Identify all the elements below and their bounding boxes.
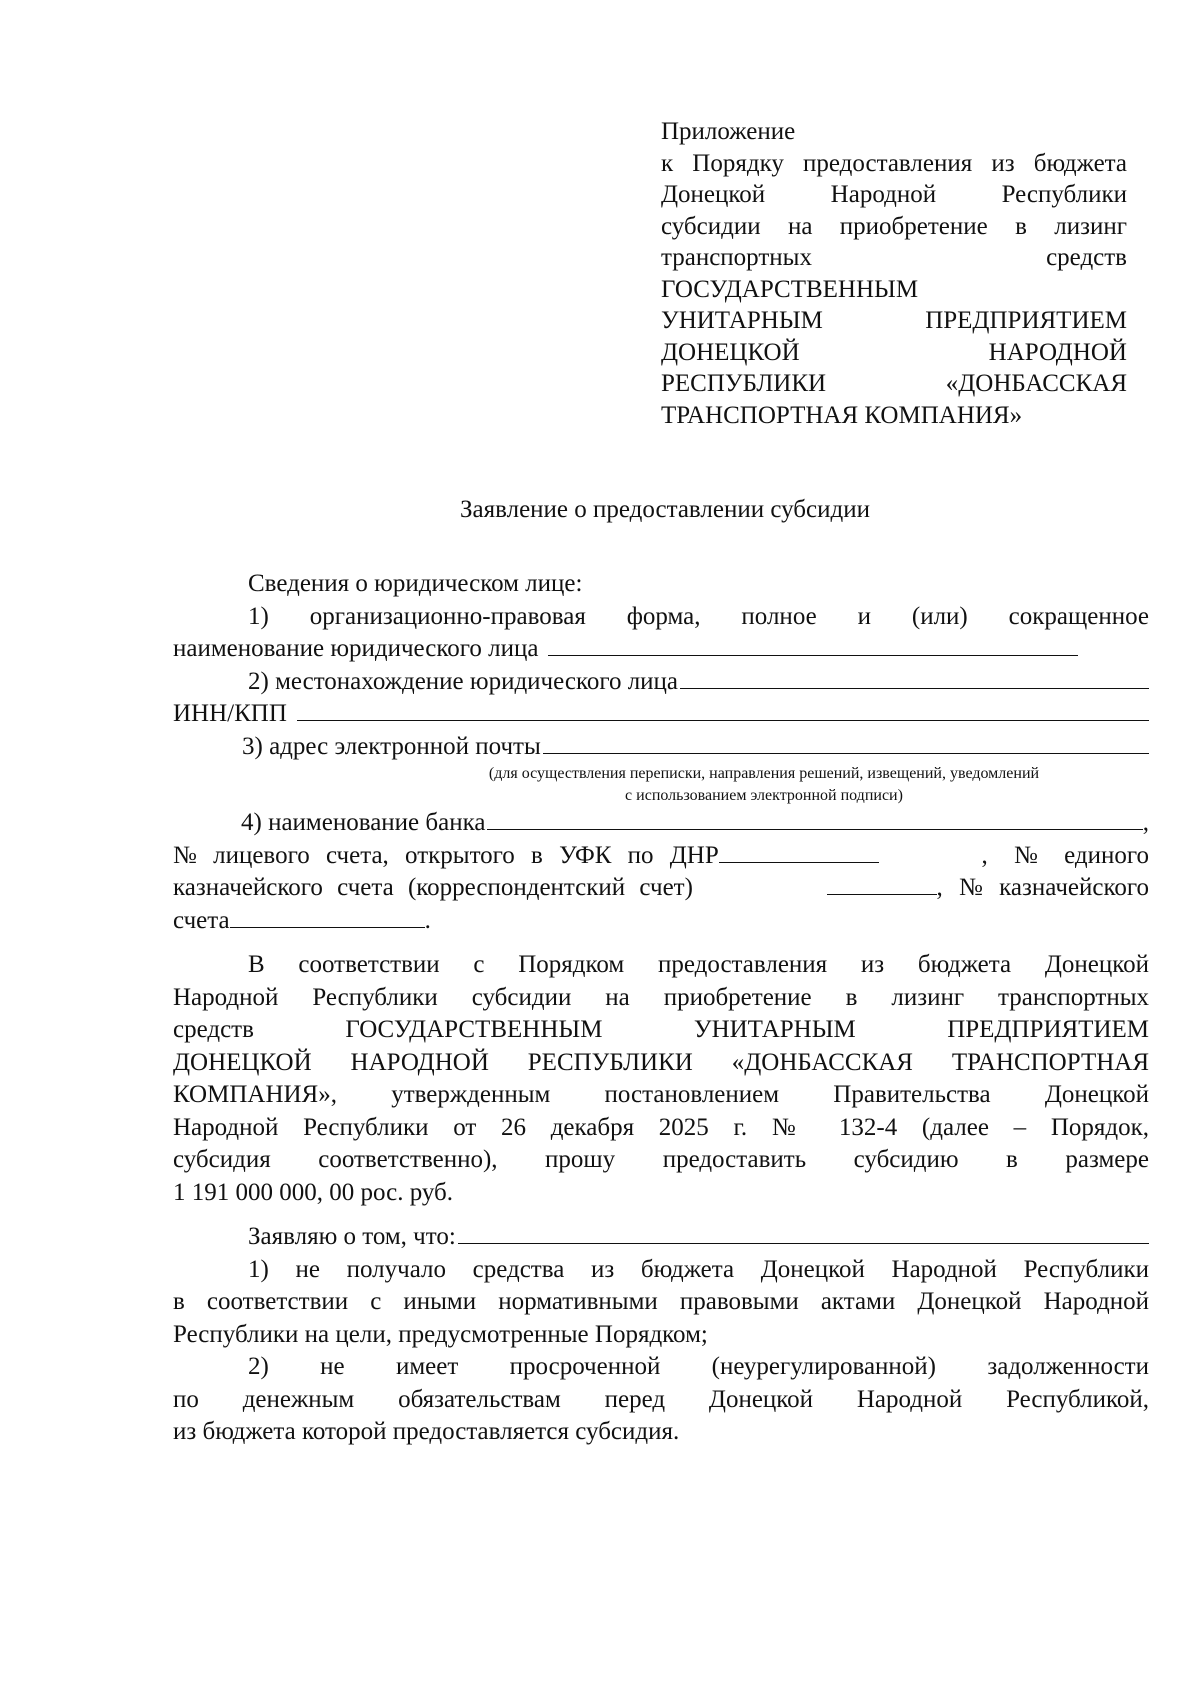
treasury-account-row xyxy=(173,905,1149,938)
period: . xyxy=(424,906,431,934)
declaration-intro: Заявляю о том, что: xyxy=(248,1223,456,1250)
declaration-line: Республики на цели, предусмотренные Порядком; xyxy=(173,1320,708,1348)
declaration-intro-row xyxy=(173,1221,1149,1254)
bank-name-field[interactable] xyxy=(487,807,1142,830)
request-line: Народной Республики от 26 декабря 2025 г. № 132-4 (далее – Порядок, xyxy=(173,1113,1149,1141)
account-label: № лицевого счета, открытого в УФК по ДНР xyxy=(173,841,719,869)
inn-row xyxy=(173,698,1149,731)
inn-label: ИНН/КПП xyxy=(173,700,287,727)
treasury-account-label: , № казначейского xyxy=(936,874,1149,901)
declaration-field[interactable] xyxy=(458,1221,1149,1244)
item2-row xyxy=(173,666,1149,699)
item3-row xyxy=(173,731,1149,764)
appendix-line: транспортных средств xyxy=(661,244,1127,271)
application-form xyxy=(173,568,1149,1449)
declaration-line: 2) не имеет просроченной (неурегулированной) задолженности xyxy=(248,1353,1149,1380)
treasury-group xyxy=(827,872,1149,905)
single-account-label: , № единого xyxy=(981,841,1149,869)
item2-label: 2) местонахождение юридического лица xyxy=(248,667,679,695)
treasury-row xyxy=(173,872,1149,905)
declaration-line: 1) не получало средства из бюджета Донецкой Народной Республики xyxy=(248,1255,1149,1283)
request-line: КОМПАНИЯ», утвержденным постановлением Правительства Донецкой xyxy=(173,1081,1149,1108)
appendix-line: ТРАНСПОРТНАЯ КОМПАНИЯ» xyxy=(661,401,1023,429)
location-field[interactable] xyxy=(680,666,1149,689)
request-line: В соответствии с Порядком предоставления из бюджета Донецкой xyxy=(248,951,1149,978)
appendix-line: к Порядку предоставления из бюджета xyxy=(661,149,1127,177)
document-title: Заявление о предоставлении субсидии xyxy=(460,496,870,523)
appendix-line: Приложение xyxy=(661,118,796,145)
appendix-line: УНИТАРНЫМ ПРЕДПРИЯТИЕМ xyxy=(661,307,1127,334)
form-intro xyxy=(173,568,1149,601)
appendix-line: ГОСУДАРСТВЕННЫМ xyxy=(661,275,919,303)
request-amount: 1 191 000 000, 00 рос. руб. xyxy=(173,1178,454,1206)
email-hint-line1: (для осуществления переписки, направления решений, извещений, уведомлений xyxy=(488,765,1040,782)
treasury-label: казначейского счета (корреспондентский счет) xyxy=(173,874,693,901)
appendix-line: Донецкой Народной Республики xyxy=(661,181,1127,208)
declaration-line: в соответствии с иными нормативными правовыми актами Донецкой Народной xyxy=(173,1288,1149,1315)
correspondent-account-field[interactable] xyxy=(827,872,937,895)
request-line: субсидия соответственно), прошу предоставить субсидию в размере xyxy=(173,1146,1149,1173)
request-line: ДОНЕЦКОЙ НАРОДНОЙ РЕСПУБЛИКИ «ДОНБАССКАЯ ТРАНСПОРТНАЯ xyxy=(173,1048,1149,1076)
treasury-account-field[interactable] xyxy=(230,905,425,928)
treasury-account-label2: счета xyxy=(173,906,230,934)
email-field[interactable] xyxy=(543,731,1149,754)
appendix-block xyxy=(661,116,1127,431)
email-hint-line2: с использованием электронной подписи) xyxy=(625,787,903,804)
item1-line1: 1) организационно-правовая форма, полное и (или) сокращенное xyxy=(248,602,1149,630)
inn-kpp-field[interactable] xyxy=(297,698,1149,721)
item1-label: наименование юридического лица xyxy=(173,635,539,662)
item3-label: 3) адрес электронной почты xyxy=(242,732,541,760)
appendix-line: РЕСПУБЛИКИ «ДОНБАССКАЯ xyxy=(661,370,1127,397)
appendix-line: субсидии на приобретение в лизинг xyxy=(661,212,1127,240)
email-hint xyxy=(173,763,1149,807)
legal-name-field[interactable] xyxy=(548,633,1078,656)
account-group xyxy=(173,840,879,873)
appendix-line: ДОНЕЦКОЙ НАРОДНОЙ xyxy=(661,338,1127,366)
item1-line2 xyxy=(173,633,1149,666)
declaration-line: из бюджета которой предоставляется субсидия. xyxy=(173,1418,680,1445)
request-line: средств ГОСУДАРСТВЕННЫМ УНИТАРНЫМ ПРЕДПРИЯТИЕМ xyxy=(173,1016,1149,1043)
request-line: Народной Республики субсидии на приобретение в лизинг транспортных xyxy=(173,983,1149,1011)
item4-label: 4) наименование банка xyxy=(241,809,486,836)
account-row xyxy=(173,840,1149,873)
personal-account-field[interactable] xyxy=(719,840,879,863)
declaration-line: по денежным обязательствам перед Донецкой Народной Республикой, xyxy=(173,1385,1149,1413)
item4-row: 4) наименование банка , xyxy=(173,807,1149,840)
form-intro-text: Сведения о юридическом лице: xyxy=(248,570,583,597)
